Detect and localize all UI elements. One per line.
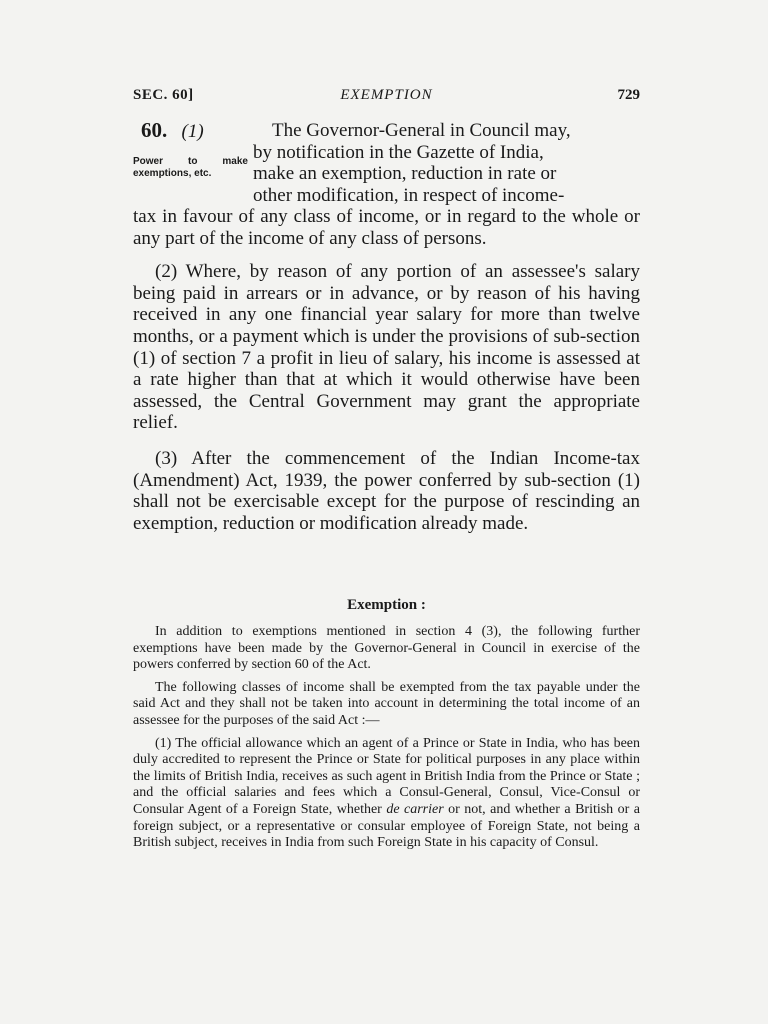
subsection-1-line-4: other modification, in respect of income-	[253, 184, 565, 206]
header-title: EXEMPTION	[340, 87, 433, 103]
subsection-1-line-2: by notification in the Gazette of India,	[253, 141, 544, 163]
exemption-heading: Exemption :	[347, 597, 426, 613]
subsection-1-line-3: make an exemption, reduction in rate or	[253, 163, 557, 185]
subsection-1-marker: (1)	[181, 121, 204, 142]
exemption-paragraph-1: In addition to exemptions mentioned in section 4 (3), the following further exemptions have been made by the Governor-General in Council in exercise of the powers conferred by section 60 of the Act.	[133, 624, 640, 673]
subsection-2: (2) Where, by reason of any portion of an assessee's salary being paid in arrears or in advance, or by reason of his having received in any one financial year salary for more than twelve months, or a payment which is under the provisions of sub-section (1) of section 7 a profit in lieu of salary, his income is assessed at a rate higher than that at which it would otherwise have been assessed, the Central Government may grant the appropriate relief.	[133, 261, 640, 434]
section-reference: SEC. 60]	[133, 87, 194, 103]
italic-term: de carrier	[386, 801, 444, 817]
marginal-note: Power to make exemptions, etc.	[133, 156, 248, 179]
exemption-notes	[133, 624, 640, 858]
subsection-1-block	[133, 120, 640, 206]
exemption-paragraph-2: The following classes of income shall be exempted from the tax payable under the said Act and they shall not be taken into account in determining the total income of an assessee for the purposes of the said Act :—	[133, 679, 640, 728]
page-number: 729	[617, 87, 640, 103]
section-number: 60.	[141, 118, 168, 142]
subsection-3: (3) After the commencement of the Indian Income-tax (Amendment) Act, 1939, the power conferred by sub-section (1) shall not be exercisable except for the purpose of rescinding an exemption, reduction or modification already made.	[133, 447, 640, 534]
statute-text	[133, 120, 640, 534]
subsection-1-continuation: tax in favour of any class of income, or in regard to the whole or any part of the income of any class of persons.	[133, 206, 640, 249]
exemption-paragraph-3: (1) The official allowance which an agent of a Prince or State in India, who has been duly accredited to represent the Prince or State for political purposes in any place within the limits of British India, receives as such agent in British India from the Prince or State ; and the official salaries and fees which a Consul-General, Consul, Vice-Consul or Consular Agent of a Foreign State, whether de carrier or not, and whether a British or a foreign subject, or a representative or consular employee of Foreign State, not being a British subject, receives in India from such Foreign State in his capacity of Consul.	[133, 735, 640, 851]
running-header	[133, 87, 640, 107]
subsection-1-line-1: The Governor-General in Council may,	[272, 120, 571, 141]
